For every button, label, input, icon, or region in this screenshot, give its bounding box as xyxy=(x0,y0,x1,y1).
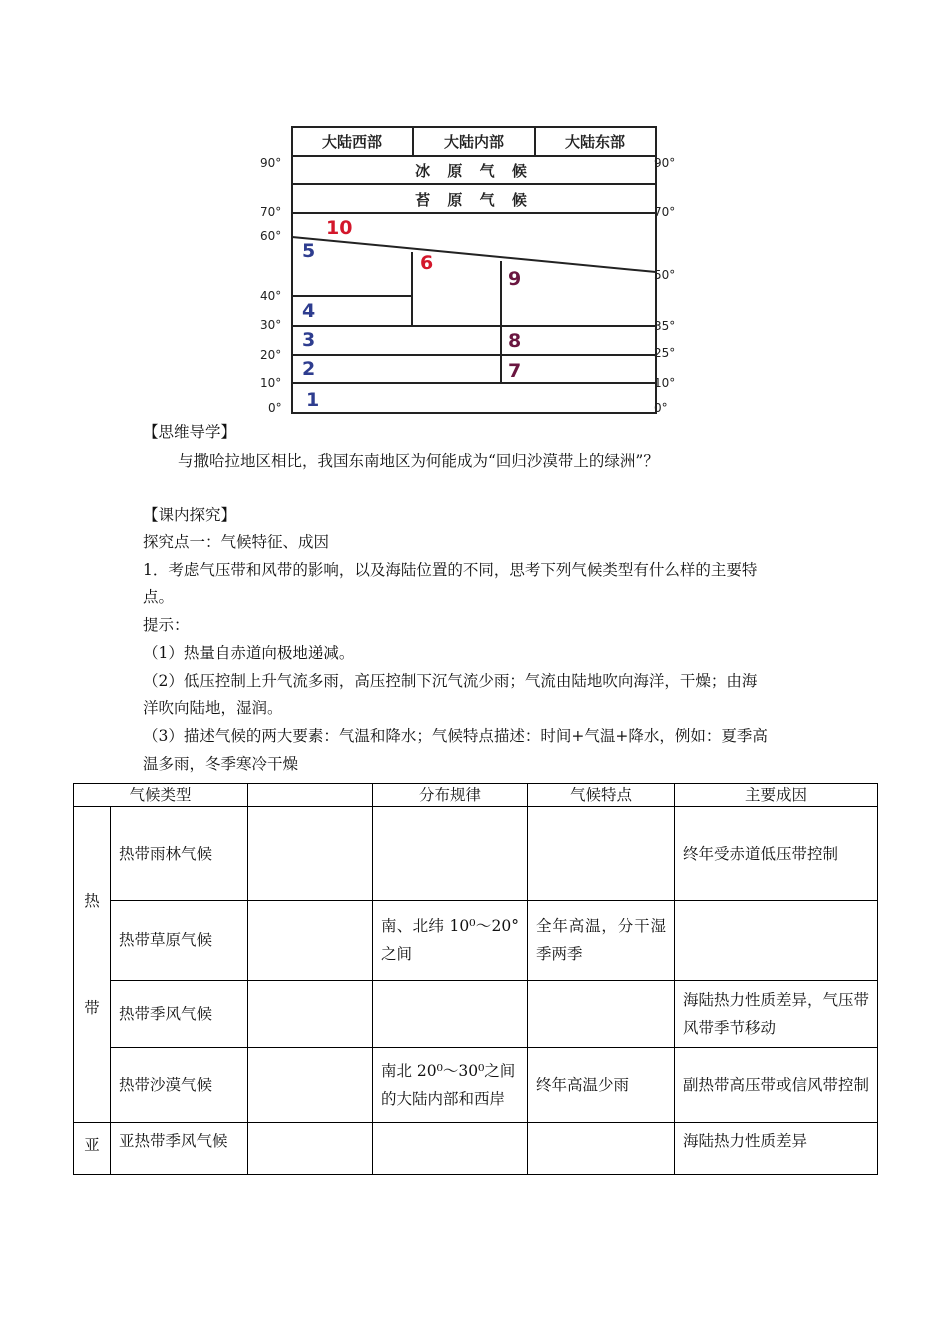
question-1-line1: 1．考虑气压带和风带的影响，以及海陆位置的不同，思考下列气候类型有什么样的主要特 xyxy=(143,561,758,579)
diagram-header-west: 大陆西部 xyxy=(321,133,383,151)
hint-label: 提示： xyxy=(143,616,190,634)
causes-cell: 副热带高压带或信风带控制 xyxy=(675,1047,878,1122)
distribution-cell xyxy=(373,807,528,901)
distribution-cell: 南、北纬 10⁰～20°之间 xyxy=(373,901,528,980)
lat-right-35: 35° xyxy=(654,319,676,333)
blank-cell xyxy=(248,1123,373,1175)
lat-left-40: 40° xyxy=(260,289,282,303)
lat-right-50: 50° xyxy=(654,268,676,282)
lat-left-30: 30° xyxy=(260,318,282,332)
question-1-line2: 点。 xyxy=(143,588,175,606)
diagram-svg xyxy=(258,124,690,420)
features-cell: 终年高温少雨 xyxy=(528,1047,675,1122)
climate-name: 热带沙漠气候 xyxy=(111,1047,248,1122)
region-number-1: 1 xyxy=(306,389,320,411)
blank-cell xyxy=(248,901,373,980)
thinking-question: 与撒哈拉地区相比，我国东南地区为何能成为“回归沙漠带上的绿洲”？ xyxy=(178,452,659,470)
features-cell xyxy=(528,1123,675,1175)
climate-types-table xyxy=(73,783,878,1175)
lat-left-90: 90° xyxy=(260,156,282,170)
region-number-5: 5 xyxy=(302,240,316,262)
hint-2-line2: 洋吹向陆地，湿润。 xyxy=(143,699,283,717)
features-cell xyxy=(528,807,675,901)
region-number-2: 2 xyxy=(302,358,316,380)
features-cell xyxy=(528,980,675,1047)
group-tropical-char-2: 带 xyxy=(84,999,100,1017)
table-row xyxy=(74,980,878,1047)
hint-3-line1: （3）描述气候的两大要素：气温和降水；气候特点描述：时间+气温+降水，例如：夏季高 xyxy=(143,727,768,745)
region-number-6: 6 xyxy=(420,252,434,274)
lat-right-70: 70° xyxy=(654,205,676,219)
distribution-cell xyxy=(373,1123,528,1175)
climate-name: 热带季风气候 xyxy=(111,980,248,1047)
region-number-4: 4 xyxy=(302,300,316,322)
lat-right-25: 25° xyxy=(654,346,676,360)
distribution-cell xyxy=(373,980,528,1047)
header-climate-type: 气候类型 xyxy=(74,784,248,807)
diagram-band-tundra: 苔 原 气 候 xyxy=(415,191,533,209)
diagram-slanted-boundary xyxy=(292,237,656,272)
causes-cell: 终年受赤道低压带控制 xyxy=(675,807,878,901)
region-number-3: 3 xyxy=(302,329,316,351)
hint-1: （1）热量自赤道向极地递减。 xyxy=(143,644,355,662)
diagram-band-ice-cap: 冰 原 气 候 xyxy=(415,162,533,180)
blank-cell xyxy=(248,1047,373,1122)
header-features: 气候特点 xyxy=(528,784,675,807)
group-subtropical: 亚 xyxy=(74,1123,111,1175)
group-tropical-char-1: 热 xyxy=(84,892,100,910)
header-causes: 主要成因 xyxy=(675,784,878,807)
climate-name: 亚热带季风气候 xyxy=(111,1123,248,1175)
lat-left-70: 70° xyxy=(260,205,282,219)
section-heading-thinking: 【思维导学】 xyxy=(143,423,237,441)
lat-right-10: 10° xyxy=(654,376,676,390)
features-cell: 全年高温，分干湿季两季 xyxy=(528,901,675,980)
diagram-header-east: 大陆东部 xyxy=(564,133,626,151)
lat-left-10: 10° xyxy=(260,376,282,390)
lat-right-0: 0° xyxy=(654,401,668,415)
region-number-10: 10 xyxy=(326,217,353,239)
section-heading-inquiry: 【课内探究】 xyxy=(143,506,237,524)
table-row xyxy=(74,1123,878,1175)
header-blank xyxy=(248,784,373,807)
hint-2-line1: （2）低压控制上升气流多雨，高压控制下沉气流少雨；气流由陆地吹向海洋，干燥；由海 xyxy=(143,672,758,690)
table-row xyxy=(74,901,878,980)
diagram-header-interior: 大陆内部 xyxy=(443,133,505,151)
distribution-cell: 南北 20⁰～30⁰之间的大陆内部和西岸 xyxy=(373,1047,528,1122)
causes-cell: 海陆热力性质差异，气压带风带季节移动 xyxy=(675,980,878,1047)
climate-distribution-diagram xyxy=(258,124,690,420)
causes-cell xyxy=(675,901,878,980)
region-number-8: 8 xyxy=(508,330,522,352)
blank-cell xyxy=(248,980,373,1047)
group-tropical xyxy=(74,807,111,1123)
region-number-9: 9 xyxy=(508,268,522,290)
climate-name: 热带雨林气候 xyxy=(111,807,248,901)
climate-name: 热带草原气候 xyxy=(111,901,248,980)
lat-left-0: 0° xyxy=(268,401,282,415)
region-number-7: 7 xyxy=(508,360,522,382)
lat-left-60: 60° xyxy=(260,229,282,243)
table-header-row xyxy=(74,784,878,807)
table-row xyxy=(74,1047,878,1122)
inquiry-point-title: 探究点一：气候特征、成因 xyxy=(143,533,330,551)
table-row xyxy=(74,807,878,901)
blank-cell xyxy=(248,807,373,901)
hint-3-line2: 温多雨，冬季寒冷干燥 xyxy=(143,755,299,773)
lat-left-20: 20° xyxy=(260,348,282,362)
header-distribution: 分布规律 xyxy=(373,784,528,807)
lat-right-90: 90° xyxy=(654,156,676,170)
causes-cell: 海陆热力性质差异 xyxy=(675,1123,878,1175)
